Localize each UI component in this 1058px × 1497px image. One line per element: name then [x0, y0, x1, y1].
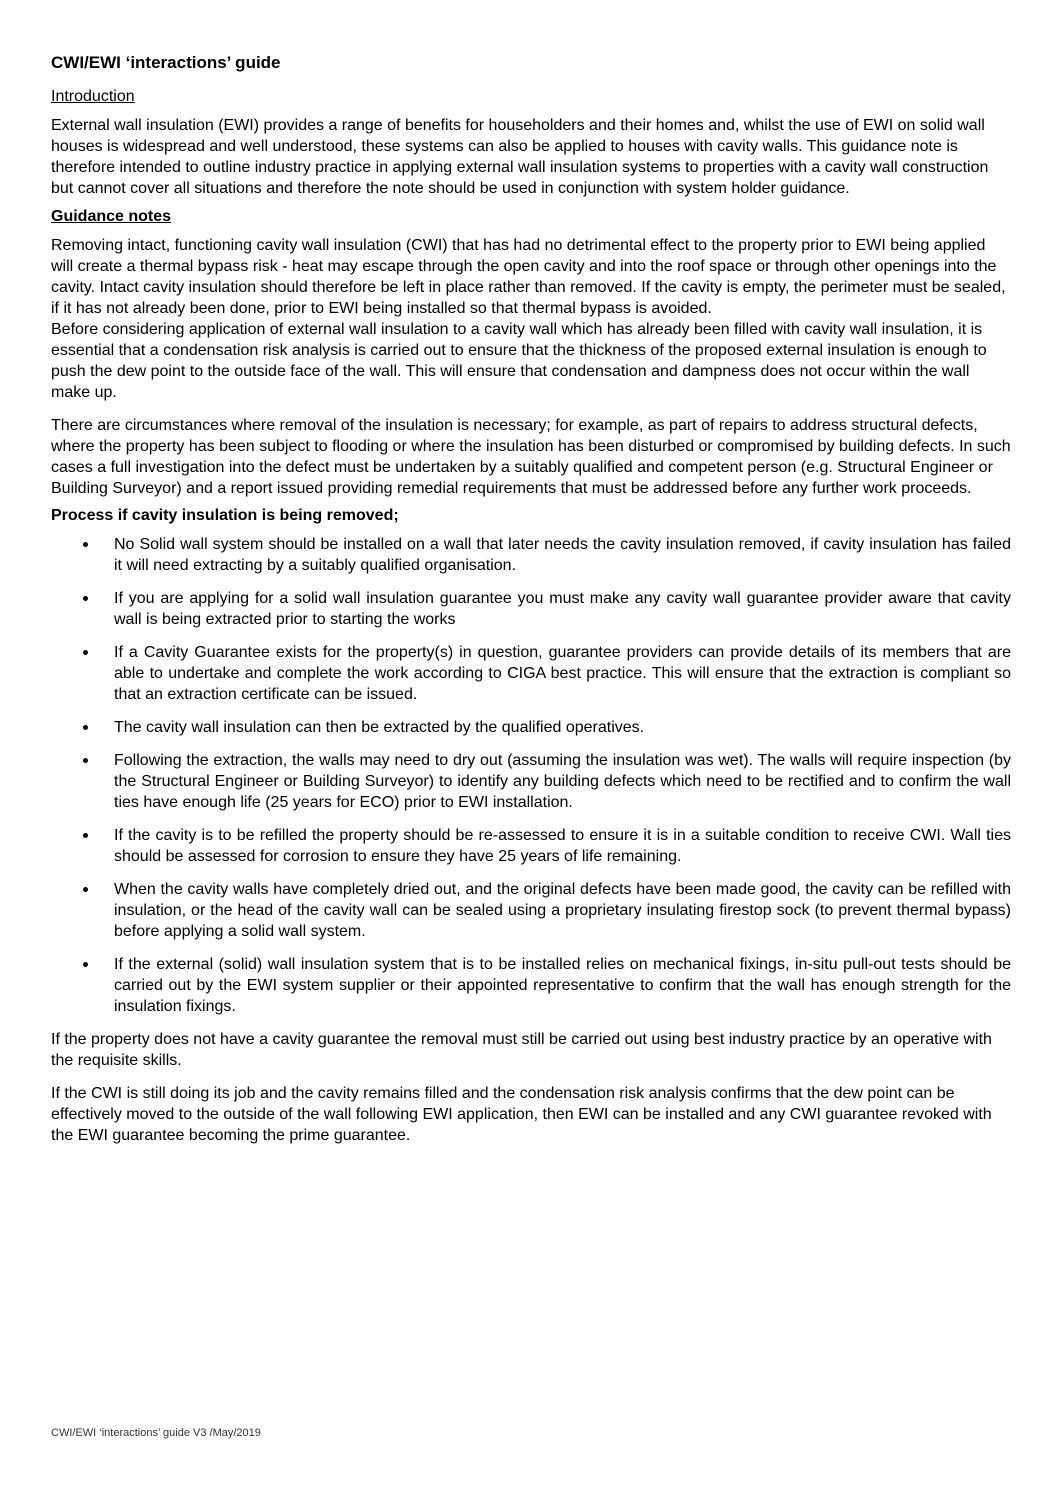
list-item-text: If a Cavity Guarantee exists for the property(s) in question, guarantee providers can provide details of its members that are able to undertake and complete the work according to CIGA best practice. This will ensure that the extraction is compliant so that an extraction certificate can be issued.	[114, 644, 1011, 703]
list-item	[51, 534, 1011, 576]
bullet-icon	[83, 650, 88, 655]
list-item	[51, 825, 1011, 867]
list-item-text: If you are applying for a solid wall insulation guarantee you must make any cavity wall guarantee provider aware that cavity wall is being extracted prior to starting the works	[114, 590, 1011, 628]
bullet-icon	[83, 887, 88, 892]
guidance-notes-heading: Guidance notes	[51, 208, 172, 225]
list-item-text: Following the extraction, the walls may need to dry out (assuming the insulation was wet). The walls will require inspection (by the Structural Engineer or Building Surveyor) to identify any building defects which need to be rectified and to confirm the wall ties have enough life (25 years for ECO) prior to EWI installation.	[114, 752, 1011, 811]
list-item-text: If the external (solid) wall insulation system that is to be installed relies on mechanical fixings, in-situ pull-out tests should be carried out by the EWI system supplier or their appointed representative to confirm that the wall has enough strength for the insulation fixings.	[114, 956, 1011, 1015]
list-item-text: No Solid wall system should be installed on a wall that later needs the cavity insulation removed, if cavity insulation has failed it will need extracting by a suitably qualified organisation.	[114, 536, 1011, 574]
closing-paragraph-2: If the CWI is still doing its job and the cavity remains filled and the condensation risk analysis confirms that the dew point can be effectively moved to the outside of the wall following EWI application, then EWI can be installed and any CWI guarantee revoked with the EWI guarantee becoming the prime guarantee.	[51, 1085, 992, 1144]
bullet-icon	[83, 725, 88, 730]
introduction-heading: Introduction	[51, 88, 135, 105]
closing-paragraph-1: If the property does not have a cavity guarantee the removal must still be carried out using best industry practice by an operative with the requisite skills.	[51, 1031, 992, 1069]
document-title: CWI/EWI ‘interactions’ guide	[51, 53, 281, 72]
list-item-text: If the cavity is to be refilled the property should be re-assessed to ensure it is in a suitable condition to receive CWI. Wall ties should be assessed for corrosion to ensure they have 25 years of life remaining.	[114, 827, 1011, 865]
bullet-icon	[83, 542, 88, 547]
list-item	[51, 879, 1011, 942]
list-item	[51, 642, 1011, 705]
guidance-paragraph-3: There are circumstances where removal of the insulation is necessary; for example, as part of repairs to address structural defects, where the property has been subject to flooding or where the insulation has been disturbed or compromised by building defects. In such cases a full investigation into the defect must be undertaken by a suitably qualified and competent person (e.g. Structural Engineer or Building Surveyor) and a report issued providing remedial requirements that must be addressed before any further work proceeds.	[51, 417, 1011, 497]
document-page	[51, 52, 1011, 1158]
list-item	[51, 750, 1011, 813]
process-heading: Process if cavity insulation is being removed;	[51, 507, 399, 524]
list-item-text: When the cavity walls have completely dried out, and the original defects have been made good, the cavity can be refilled with insulation, or the head of the cavity wall can be sealed using a proprietary insulating firestop sock (to prevent thermal bypass) before applying a solid wall system.	[114, 881, 1011, 940]
bullet-icon	[83, 596, 88, 601]
list-item	[51, 954, 1011, 1017]
list-item-text: The cavity wall insulation can then be extracted by the qualified operatives.	[114, 719, 645, 736]
guidance-paragraph-1: Removing intact, functioning cavity wall insulation (CWI) that has had no detrimental effect to the property prior to EWI being applied will create a thermal bypass risk - heat may escape through the open cavity and into the roof space or through other openings into the cavity. Intact cavity insulation should therefore be left in place rather than removed. If the cavity is empty, the perimeter must be sealed, if it has not already been done, prior to EWI being installed so that thermal bypass is avoided.	[51, 237, 1006, 317]
introduction-paragraph: External wall insulation (EWI) provides a range of benefits for householders and their homes and, whilst the use of EWI on solid wall houses is widespread and well understood, these systems can also be applied to houses with cavity walls. This guidance note is therefore intended to outline industry practice in applying external wall insulation systems to properties with a cavity wall construction but cannot cover all situations and therefore the note should be used in conjunction with system holder guidance.	[51, 117, 989, 197]
bullet-icon	[83, 758, 88, 763]
bullet-icon	[83, 962, 88, 967]
list-item	[51, 588, 1011, 630]
bullet-icon	[83, 833, 88, 838]
guidance-paragraph-2: Before considering application of external wall insulation to a cavity wall which has already been filled with cavity wall insulation, it is essential that a condensation risk analysis is carried out to ensure that the thickness of the proposed external insulation is enough to push the dew point to the outside face of the wall. This will ensure that condensation and dampness does not occur within the wall make up.	[51, 321, 987, 401]
list-item	[51, 717, 1011, 738]
document-footer: CWI/EWI ‘interactions’ guide V3 /May/2019	[51, 1427, 261, 1439]
process-bullet-list	[51, 534, 1011, 1017]
